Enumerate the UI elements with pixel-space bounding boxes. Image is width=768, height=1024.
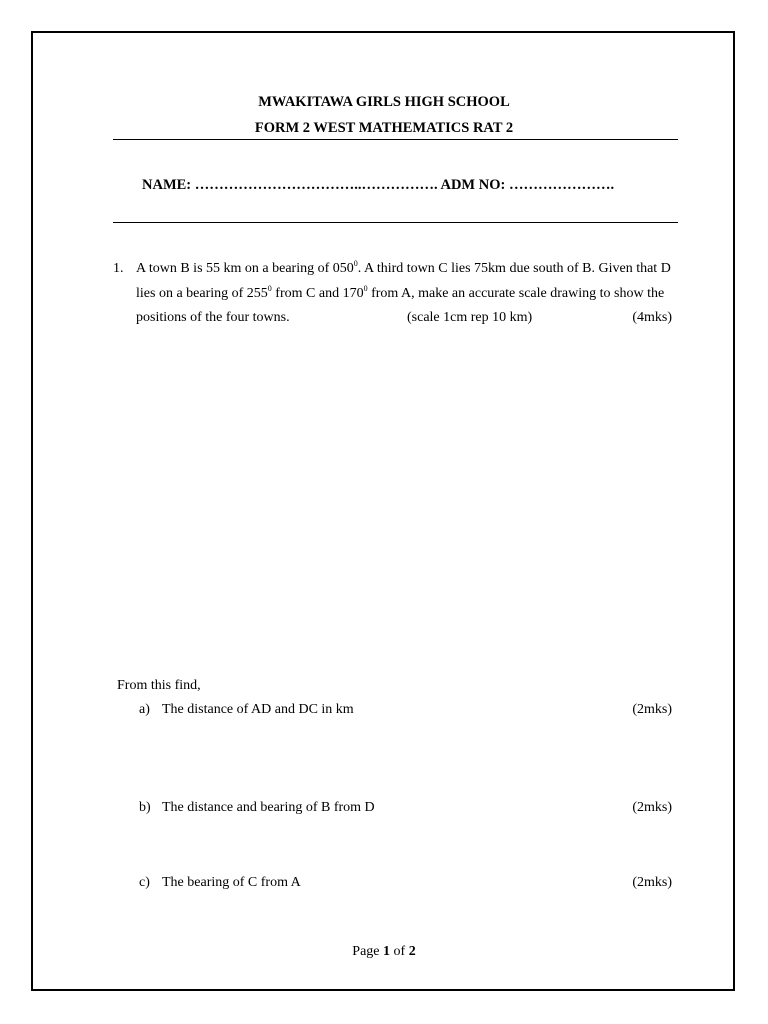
part-c-label: c) — [139, 875, 150, 890]
adm-label: ADM NO: — [440, 177, 506, 193]
adm-blank: …………………. — [508, 177, 615, 193]
page-border — [31, 31, 735, 991]
question-line-1: A town B is 55 km on a bearing of $050^0$. A third town C lies 75km due south of B. Given that D — [136, 259, 671, 276]
part-a-label: a) — [139, 702, 150, 717]
degree-superscript: 0 — [267, 284, 272, 293]
question-marks: (4mks) — [632, 310, 672, 325]
student-info-line — [142, 177, 614, 194]
of-word: of — [393, 944, 406, 959]
followup-intro: From this find, — [117, 678, 201, 693]
part-a-text: The distance of AD and DC in km — [162, 702, 354, 717]
degree-superscript: 0 — [363, 284, 368, 293]
page-footer — [0, 944, 768, 960]
exam-title: FORM 2 WEST MATHEMATICS RAT 2 — [254, 120, 514, 136]
header-rule — [113, 139, 678, 140]
scale-note: (scale 1cm rep 10 km) — [407, 310, 533, 325]
question-line-3: positions of the four towns. — [136, 310, 290, 325]
question-number: 1. — [113, 261, 124, 276]
page-word: Page — [352, 944, 380, 959]
part-b-marks: (2mks) — [632, 800, 672, 815]
name-blank: ……………………………..……………. — [194, 177, 438, 193]
degree-superscript: 0 — [353, 259, 358, 268]
part-b-label: b) — [139, 800, 151, 815]
part-c-marks: (2mks) — [632, 875, 672, 890]
part-c-text: The bearing of C from A — [162, 875, 301, 890]
student-info-rule — [113, 222, 678, 223]
name-label: NAME: — [142, 177, 192, 193]
school-name: MWAKITAWA GIRLS HIGH SCHOOL — [258, 94, 510, 110]
question-line-2: lies on a bearing of $255^0$ from C and $170^0$ from A, make an accurate scale drawing to show the — [136, 284, 665, 301]
part-a-marks: (2mks) — [632, 702, 672, 717]
page-number: 1 — [383, 944, 391, 959]
part-b-text: The distance and bearing of B from D — [162, 800, 375, 815]
page-total: 2 — [408, 944, 416, 959]
